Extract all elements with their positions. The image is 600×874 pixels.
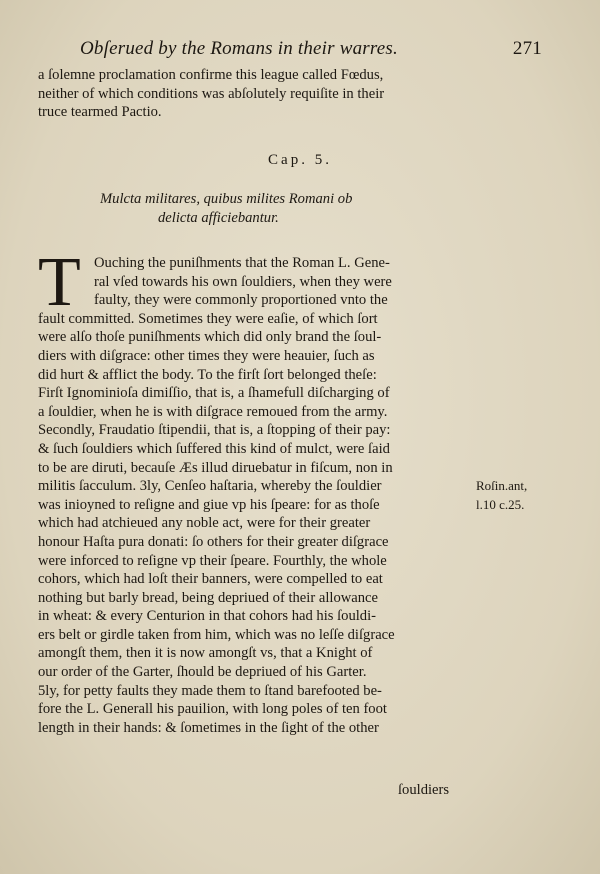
intro-paragraph bbox=[38, 66, 474, 122]
text-line: faulty, they were commonly proportioned vnto the bbox=[94, 292, 388, 309]
chapter-subtitle bbox=[100, 190, 480, 228]
text-line: to be are diruti, becauſe Æs illud diruebatur in fiſcum, non in bbox=[38, 459, 393, 476]
text-line: fault committed. Sometimes they were eaſie, of which ſort bbox=[38, 310, 378, 327]
text-line: 5ly, for petty faults they made them to ſtand barefooted be- bbox=[38, 682, 382, 699]
text-line: Secondly, Fraudatio ſtipendii, that is, a ſtopping of their pay: bbox=[38, 422, 391, 439]
text-line: was inioyned to reſigne and giue vp his ſpeare: for as thoſe bbox=[38, 496, 380, 513]
running-header bbox=[80, 38, 540, 60]
main-paragraph bbox=[38, 244, 474, 737]
text-line: ral vſed towards his own ſouldiers, when they were bbox=[94, 273, 392, 290]
text-line: neither of which conditions was abſolutely requiſite in their bbox=[38, 85, 385, 102]
drop-cap: T bbox=[38, 244, 81, 321]
running-title: Obſerued by the Romans in their warres. bbox=[80, 38, 398, 59]
text-line: were inforced to reſigne vp their ſpeare. Fourthly, the whole bbox=[38, 552, 387, 569]
text-line: fore the L. Generall his pauilion, with long poles of ten foot bbox=[38, 701, 387, 718]
subtitle-line: Mulcta militares, quibus milites Romani ob bbox=[100, 191, 353, 207]
text-line: militis ſacculum. 3ly, Cenſeo haſtaria, whereby the ſouldier bbox=[38, 478, 382, 495]
catchword: ſouldiers bbox=[398, 782, 450, 798]
text-line: were alſo thoſe puniſhments which did only brand the ſoul- bbox=[38, 329, 382, 346]
text-line: did hurt & afflict the body. To the firſt ſort belonged theſe: bbox=[38, 366, 377, 383]
text-line: a ſouldier, when he is with diſgrace remoued from the army. bbox=[38, 403, 388, 420]
text-line: ers belt or girdle taken from him, which was no leſſe diſgrace bbox=[38, 626, 395, 643]
text-line: which had atchieued any noble act, were for their greater bbox=[38, 515, 371, 532]
text-line: truce tearmed Pactio. bbox=[38, 104, 162, 121]
text-line: honour Haſta pura donati: ſo others for their greater diſgrace bbox=[38, 533, 389, 550]
page-number: 271 bbox=[512, 38, 542, 59]
text-line: our order of the Garter, ſhould be depriued of his Garter. bbox=[38, 664, 367, 681]
text-line: a ſolemne proclamation confirme this league called Fœdus, bbox=[38, 67, 384, 83]
text-line: cohors, which had loſt their banners, were compelled to eat bbox=[38, 571, 383, 588]
text-line: & ſuch ſouldiers which ſuffered this kind of mulct, were ſaid bbox=[38, 440, 390, 457]
subtitle-line: delicta afficiebantur. bbox=[158, 210, 279, 226]
text-line: Firſt Ignominioſa dimiſſio, that is, a ſhamefull diſcharging of bbox=[38, 385, 390, 402]
text-line: length in their hands: & ſometimes in the ſight of the other bbox=[38, 719, 379, 736]
text-line: in wheat: & every Centurion in that cohors had his ſouldi- bbox=[38, 608, 377, 625]
margin-note: Roſin.ant, bbox=[476, 478, 528, 493]
text-line: nothing but barly bread, being depriued of their allowance bbox=[38, 589, 379, 606]
text-line: Ouching the puniſhments that the Roman L. Gene- bbox=[94, 255, 390, 271]
chapter-heading: Cap. 5. bbox=[268, 152, 332, 168]
text-line: amongſt them, then it is now amongſt vs, that a Knight of bbox=[38, 645, 373, 662]
text-line: diers with diſgrace: other times they were heauier, ſuch as bbox=[38, 347, 375, 364]
margin-note: l.10 c.25. bbox=[476, 497, 525, 512]
